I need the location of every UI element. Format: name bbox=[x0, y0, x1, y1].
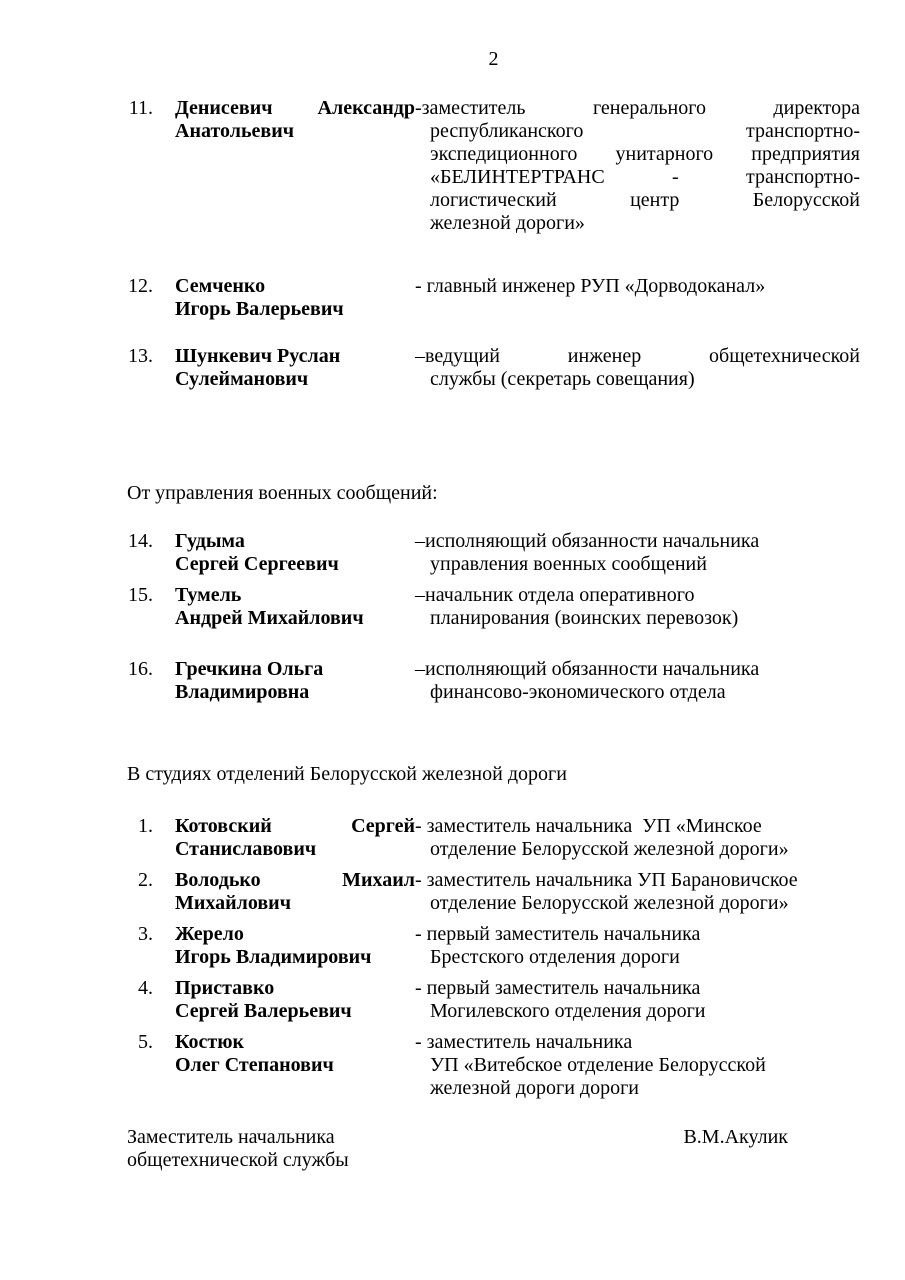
attendee-number: 13. bbox=[128, 345, 153, 367]
attendee-role bbox=[415, 97, 860, 235]
document-content bbox=[0, 48, 905, 1172]
attendee-name bbox=[175, 658, 415, 704]
attendee-role-line: Могилевского отделения дороги bbox=[430, 1000, 706, 1022]
attendee-role-line: логистический центр Белорусской bbox=[430, 189, 860, 211]
attendee-name-line: Тумель bbox=[175, 584, 242, 606]
attendee-name-line: Владимировна bbox=[175, 681, 310, 703]
attendee-number: 2. bbox=[138, 869, 153, 891]
attendee-row bbox=[127, 345, 860, 391]
attendee-number: 16. bbox=[128, 658, 153, 680]
attendee-row bbox=[127, 1031, 860, 1100]
attendee-name-line: Игорь Владимирович bbox=[175, 946, 372, 968]
attendee-role-line: - заместитель начальника УП Барановичское bbox=[415, 869, 798, 891]
attendee-role-line: УП «Витебское отделение Белорусской bbox=[430, 1054, 766, 1076]
attendee-role-line: –исполняющий обязанности начальника bbox=[415, 530, 760, 552]
attendee-name-line: Гречкина Ольга bbox=[175, 658, 324, 680]
attendee-name-line: Олег Степанович bbox=[175, 1054, 334, 1076]
signature-block bbox=[127, 1126, 860, 1172]
page-number: 2 bbox=[488, 48, 499, 70]
attendee-role-line: планирования (воинских перевозок) bbox=[430, 607, 739, 629]
attendee-row bbox=[127, 869, 860, 915]
attendee-role-line: отделение Белорусской железной дороги» bbox=[430, 892, 789, 914]
attendee-name bbox=[175, 1031, 415, 1077]
attendee-role-line: - заместитель начальника УП «Минское bbox=[415, 815, 762, 837]
attendee-name bbox=[175, 584, 415, 630]
attendee-role-line: железной дороги» bbox=[430, 212, 585, 234]
signature-name: В.М.Акулик bbox=[683, 1126, 788, 1148]
attendee-role-line: железной дороги дороги bbox=[430, 1077, 640, 1099]
attendee-row bbox=[127, 977, 860, 1023]
attendee-name-line: Денисевич Александр bbox=[175, 97, 415, 119]
attendee-role-line: финансово-экономического отдела bbox=[430, 681, 726, 703]
attendee-role bbox=[415, 345, 860, 391]
attendee-number: 15. bbox=[128, 584, 153, 606]
attendee-row bbox=[127, 97, 860, 235]
attendee-name bbox=[175, 977, 415, 1023]
attendee-role bbox=[415, 815, 860, 861]
signature-position-line: Заместитель начальника bbox=[127, 1126, 335, 1148]
attendee-row bbox=[127, 923, 860, 969]
section-header-studios: В студиях отделений Белорусской железной дороги bbox=[127, 763, 567, 785]
attendee-name bbox=[175, 815, 415, 861]
attendee-row bbox=[127, 815, 860, 861]
attendee-name bbox=[175, 530, 415, 576]
attendee-role bbox=[415, 977, 860, 1023]
attendee-name bbox=[175, 869, 415, 915]
attendee-name-line: Шункевич Руслан bbox=[175, 345, 341, 367]
attendee-name-line: Семченко bbox=[175, 275, 266, 297]
attendee-name-line: Жерело bbox=[175, 923, 244, 945]
attendee-name-line: Михайлович bbox=[175, 892, 291, 914]
attendee-role-line: республиканского транспортно- bbox=[430, 120, 860, 142]
attendee-name bbox=[175, 97, 415, 143]
attendee-role-line: службы (секретарь совещания) bbox=[430, 368, 695, 390]
attendee-name bbox=[175, 345, 415, 391]
attendee-number: 12. bbox=[128, 275, 153, 297]
attendee-name-line: Игорь Валерьевич bbox=[175, 298, 344, 320]
attendee-row bbox=[127, 530, 860, 576]
attendee-role bbox=[415, 658, 860, 704]
attendee-name-line: Володько Михаил bbox=[175, 869, 415, 891]
attendee-row bbox=[127, 275, 860, 321]
attendee-role bbox=[415, 275, 860, 298]
attendee-role-line: «БЕЛИНТЕРТРАНС - транспортно- bbox=[430, 166, 860, 188]
attendee-role-line: отделение Белорусской железной дороги» bbox=[430, 838, 789, 860]
attendee-name-line: Андрей Михайлович bbox=[175, 607, 364, 629]
attendee-name-line: Костюк bbox=[175, 1031, 245, 1053]
attendee-role-line: –начальник отдела оперативного bbox=[415, 584, 695, 606]
attendee-number: 4. bbox=[138, 977, 153, 999]
signature-position-line: общетехнической службы bbox=[127, 1149, 349, 1171]
attendee-row bbox=[127, 584, 860, 630]
attendee-role-line: –ведущий инженер общетехнической bbox=[415, 345, 860, 367]
attendee-number: 14. bbox=[128, 530, 153, 552]
attendee-name-line: Анатольевич bbox=[175, 120, 295, 142]
attendee-number: 5. bbox=[138, 1031, 153, 1053]
attendee-number: 3. bbox=[138, 923, 153, 945]
attendee-name bbox=[175, 923, 415, 969]
attendee-role-line: –исполняющий обязанности начальника bbox=[415, 658, 760, 680]
attendee-number: 1. bbox=[138, 815, 153, 837]
attendee-name-line: Гудыма bbox=[175, 530, 245, 552]
attendee-role bbox=[415, 923, 860, 969]
attendee-role bbox=[415, 1031, 860, 1100]
attendee-name-line: Сулейманович bbox=[175, 368, 309, 390]
attendee-number: 11. bbox=[128, 97, 153, 119]
attendee-name-line: Станиславович bbox=[175, 838, 317, 860]
attendee-role-line: - заместитель начальника bbox=[415, 1031, 633, 1053]
attendee-name-line: Приставко bbox=[175, 977, 275, 999]
attendee-role-line: экспедиционного унитарного предприятия bbox=[430, 143, 860, 165]
attendee-name-line: Сергей Валерьевич bbox=[175, 1000, 352, 1022]
section-header-military: От управления военных сообщений: bbox=[127, 482, 438, 504]
attendee-name-line: Котовский Сергей bbox=[175, 815, 415, 837]
attendee-role-line: - первый заместитель начальника bbox=[415, 923, 701, 945]
attendee-role-line: - первый заместитель начальника bbox=[415, 977, 701, 999]
attendee-role bbox=[415, 584, 860, 630]
attendee-name bbox=[175, 275, 415, 321]
attendee-name-line: Сергей Сергеевич bbox=[175, 553, 339, 575]
attendee-role bbox=[415, 869, 860, 915]
attendee-role bbox=[415, 530, 860, 576]
signature-position bbox=[127, 1126, 349, 1172]
attendee-role-line: - главный инженер РУП «Дорводоканал» bbox=[415, 275, 766, 297]
attendee-row bbox=[127, 658, 860, 704]
attendee-role-line: управления военных сообщений bbox=[430, 553, 707, 575]
attendee-role-line: -заместитель генерального директора bbox=[415, 97, 860, 119]
attendee-role-line: Брестского отделения дороги bbox=[430, 946, 680, 968]
